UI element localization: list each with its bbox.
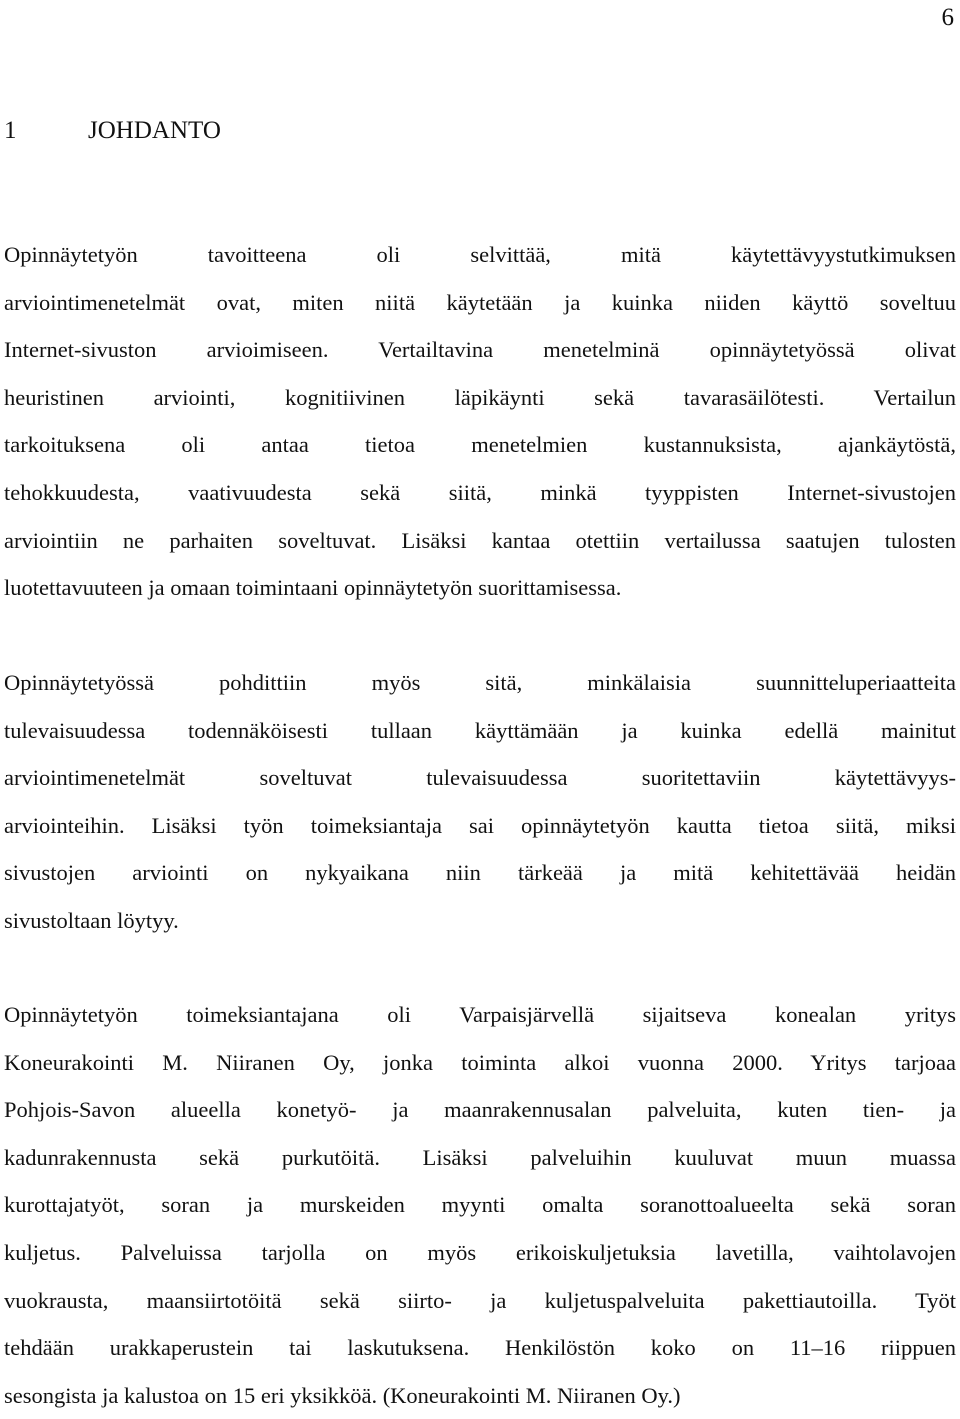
text-line: tarkoituksena oli antaa tietoa menetelmien kustannuksista, ajankäytöstä, — [4, 432, 956, 458]
text-line: tehdään urakkaperustein tai laskutuksena. Henkilöstön koko on 11–16 riippuen — [4, 1335, 956, 1361]
chapter-title: JOHDANTO — [88, 117, 221, 144]
paragraph-objectives — [4, 231, 956, 612]
text-line: tehokkuudesta, vaativuudesta sekä siitä, minkä tyyppisten Internet-sivustojen — [4, 479, 956, 505]
paragraph-design-principles — [4, 659, 956, 945]
chapter-heading — [4, 114, 221, 148]
text-line: arviointiin ne parhaiten soveltuvat. Lisäksi kantaa otettiin vertailussa saatujen tulosten — [4, 527, 956, 553]
text-line: kuljetus. Palveluissa tarjolla on myös erikoiskuljetuksia lavetilla, vaihtolavojen — [4, 1239, 956, 1265]
text-line: sivustojen arviointi on nykyaikana niin tärkeää ja mitä kehitettävää heidän — [4, 860, 956, 886]
text-line: tulevaisuudessa todennäköisesti tullaan käyttämään ja kuinka edellä mainitut — [4, 717, 956, 743]
text-line: Pohjois-Savon alueella konetyö- ja maanrakennusalan palveluita, kuten tien- ja — [4, 1097, 956, 1123]
text-line: arviointimenetelmät soveltuvat tulevaisuudessa suoritettaviin käytettävyys- — [4, 765, 956, 791]
text-line: sesongista ja kalustoa on 15 eri yksikköä. (Koneurakointi M. Niiranen Oy.) — [4, 1382, 681, 1408]
text-line: kadunrakennusta sekä purkutöitä. Lisäksi palveluihin kuuluvat muun muassa — [4, 1144, 956, 1170]
text-line: vuokrausta, maansiirtotöitä sekä siirto- ja kuljetuspalveluita pakettiautoilla. Työt — [4, 1287, 956, 1313]
text-line: Internet-sivuston arvioimiseen. Vertailtavina menetelminä opinnäytetyössä olivat — [4, 337, 956, 363]
text-line: kurottajatyöt, soran ja murskeiden myynti omalta soranottoalueelta sekä soran — [4, 1192, 956, 1218]
text-line: Opinnäytetyön tavoitteena oli selvittää, mitä käytettävyystutkimuksen — [4, 242, 956, 267]
text-line: arviointeihin. Lisäksi työn toimeksiantaja sai opinnäytetyön kautta tietoa siitä, miksi — [4, 812, 956, 838]
text-line: arviointimenetelmät ovat, miten niitä käytetään ja kuinka niiden käyttö soveltuu — [4, 289, 956, 315]
page-number: 6 — [941, 4, 954, 31]
text-line: heuristinen arviointi, kognitiivinen läpikäynti sekä tavarasäilötesti. Vertailun — [4, 384, 956, 410]
text-line: Opinnäytetyössä pohdittiin myös sitä, minkälaisia suunnitteluperiaatteita — [4, 670, 956, 695]
paragraph-client — [4, 991, 956, 1419]
text-line: Opinnäytetyön toimeksiantajana oli Varpaisjärvellä sijaitseva konealan yritys — [4, 1002, 956, 1027]
text-line: luotettavuuteen ja omaan toimintaani opinnäytetyön suorittamisessa. — [4, 575, 622, 601]
text-line: Koneurakointi M. Niiranen Oy, jonka toiminta alkoi vuonna 2000. Yritys tarjoaa — [4, 1049, 956, 1075]
text-line: sivustoltaan löytyy. — [4, 907, 179, 933]
chapter-number: 1 — [4, 117, 17, 144]
